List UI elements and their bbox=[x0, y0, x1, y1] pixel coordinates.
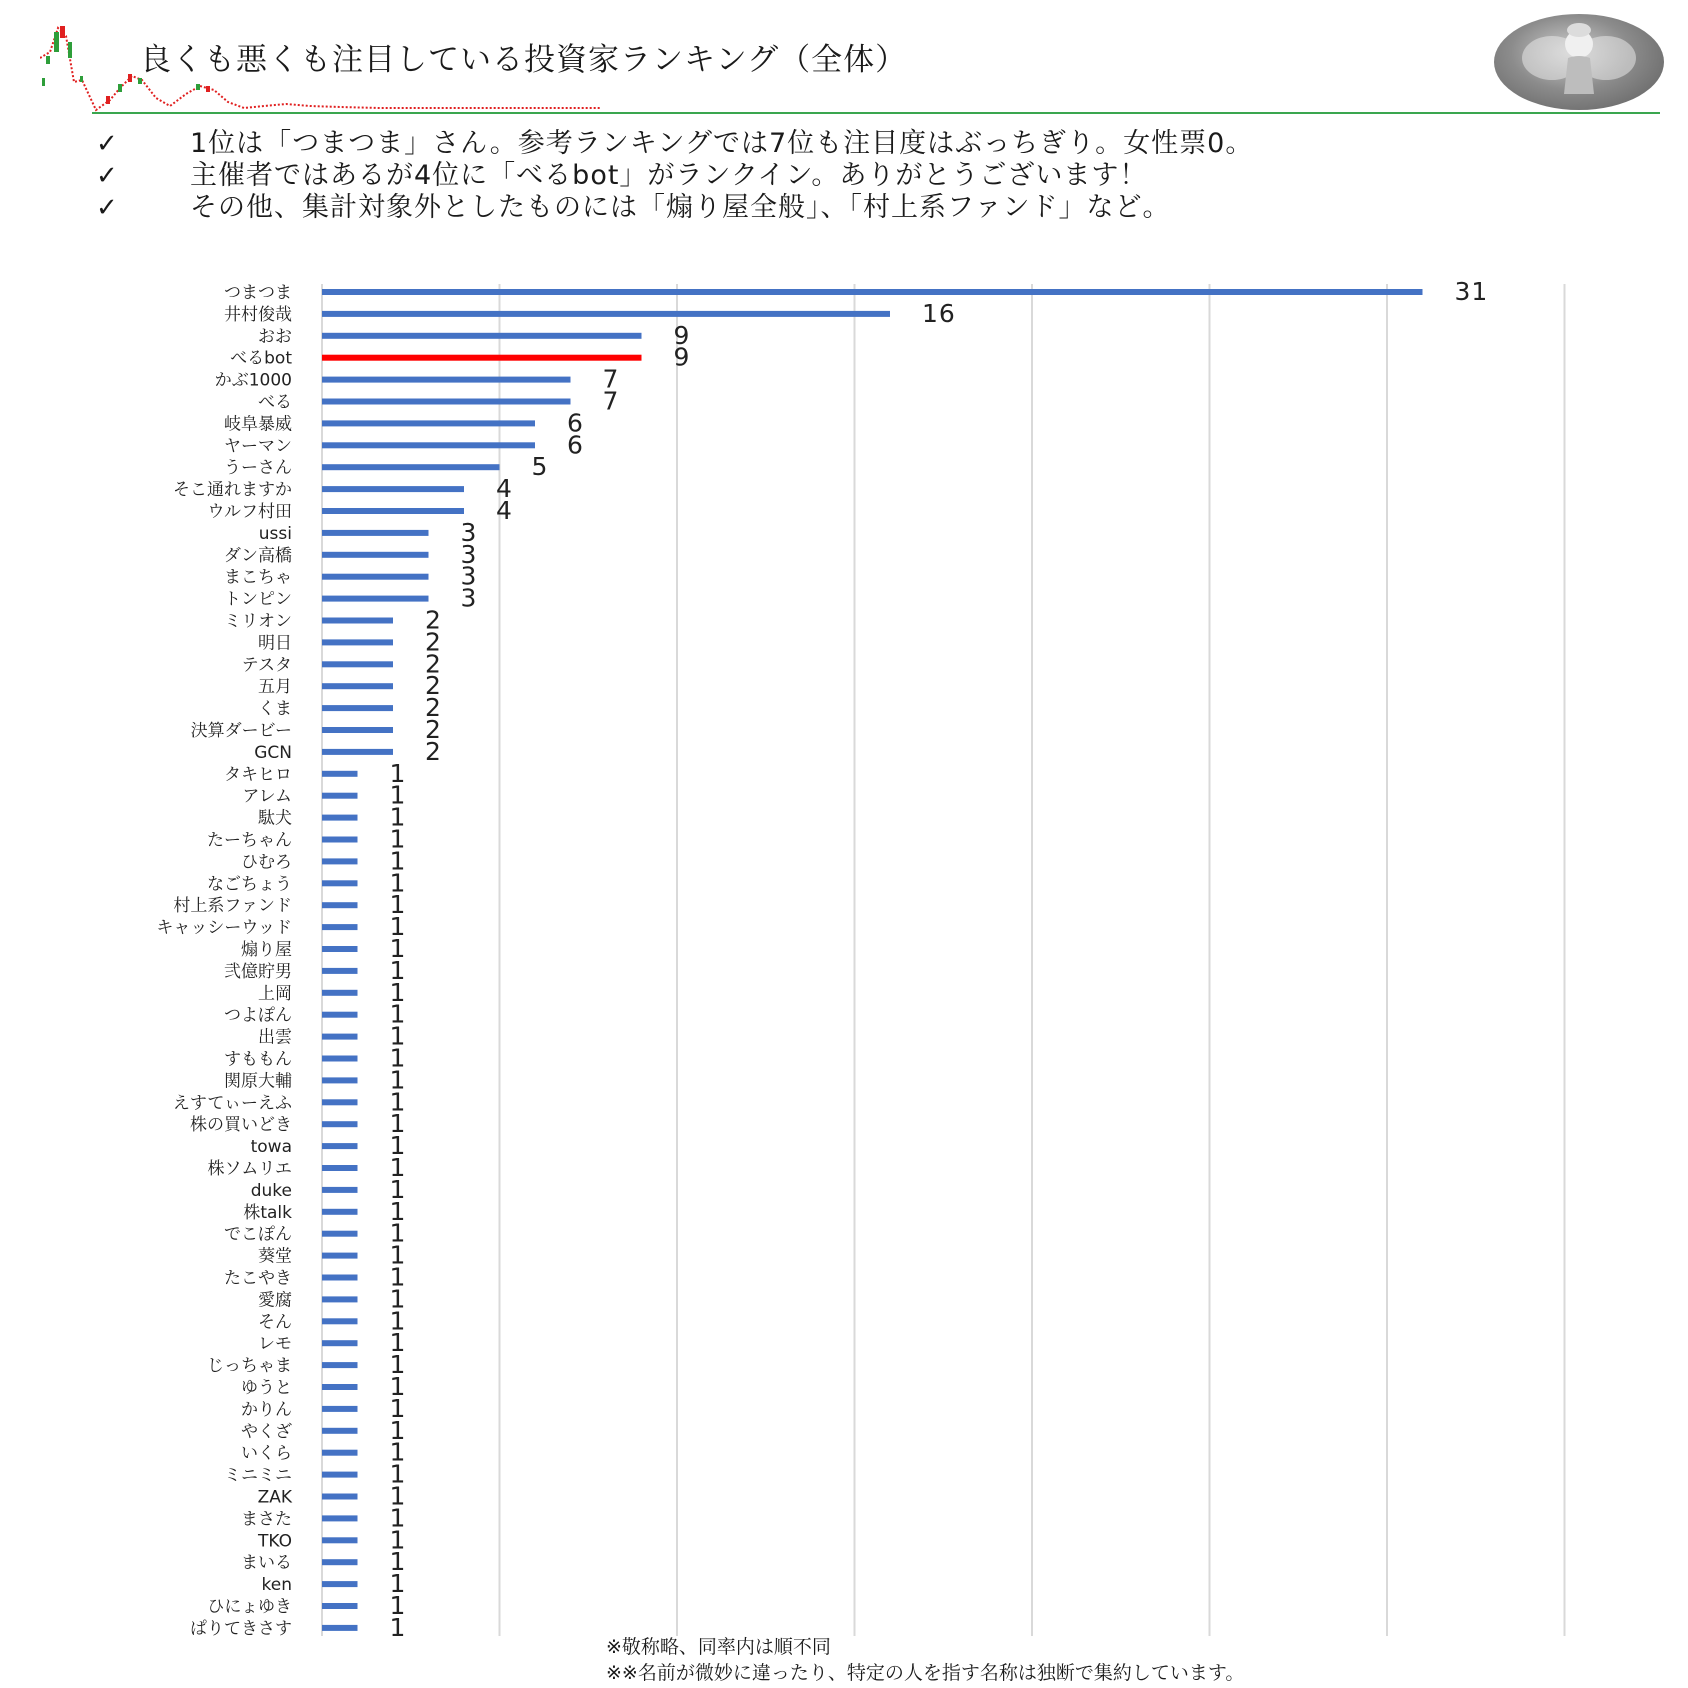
footnote-line: ※敬称略、同率内は順不同 bbox=[606, 1636, 831, 1658]
data-label: 1 bbox=[389, 1087, 407, 1117]
category-label: 関原大輔 bbox=[224, 1071, 292, 1092]
category-label: GCN bbox=[254, 742, 292, 763]
data-label: 1 bbox=[389, 868, 407, 898]
fairy-avatar-icon bbox=[1494, 14, 1664, 110]
category-label: ひにょゆき bbox=[207, 1597, 292, 1617]
data-label: 5 bbox=[531, 452, 549, 482]
category-label: うーさん bbox=[224, 458, 292, 479]
category-label: べる bbox=[258, 392, 292, 413]
data-label: 2 bbox=[425, 627, 442, 657]
data-label: 1 bbox=[389, 824, 407, 854]
header-divider bbox=[92, 112, 1660, 114]
bar bbox=[322, 1559, 358, 1565]
category-label: 出雲 bbox=[258, 1027, 292, 1048]
category-label: ken bbox=[261, 1575, 292, 1596]
category-label: 上岡 bbox=[258, 983, 292, 1004]
category-label: 五月 bbox=[258, 677, 292, 698]
data-label: 1 bbox=[389, 758, 407, 788]
bar bbox=[322, 574, 429, 580]
data-label: 1 bbox=[389, 1591, 407, 1620]
category-label: まさた bbox=[241, 1509, 292, 1530]
bar bbox=[322, 1056, 358, 1062]
category-label: べるbot bbox=[230, 348, 292, 369]
bar bbox=[322, 420, 535, 426]
category-label: テスタ bbox=[241, 655, 292, 676]
data-label: 1 bbox=[389, 846, 407, 876]
data-label: 1 bbox=[389, 999, 407, 1029]
bar bbox=[322, 1581, 358, 1587]
category-label: TKO bbox=[258, 1531, 292, 1552]
bar bbox=[322, 858, 358, 864]
category-label: つまつま bbox=[224, 283, 292, 303]
category-label: ヤーマン bbox=[224, 436, 292, 457]
category-label: 株の買いどき bbox=[190, 1115, 292, 1136]
bar bbox=[322, 486, 464, 492]
data-label: 1 bbox=[389, 1569, 407, 1599]
category-label: タキヒロ bbox=[224, 764, 292, 785]
data-label: 1 bbox=[389, 1174, 407, 1204]
data-label: 2 bbox=[425, 605, 442, 635]
data-label: 1 bbox=[389, 1459, 407, 1489]
bar bbox=[322, 1187, 358, 1193]
bar bbox=[322, 1515, 358, 1521]
category-label: なごちょう bbox=[207, 874, 292, 895]
bar bbox=[322, 880, 358, 886]
category-label: ひむろ bbox=[241, 852, 292, 873]
data-label: 1 bbox=[389, 1350, 407, 1380]
bar bbox=[322, 727, 393, 733]
data-label: 2 bbox=[425, 715, 442, 744]
data-label: 1 bbox=[389, 1109, 407, 1139]
bar bbox=[322, 968, 358, 974]
category-label: キャッシーウッド bbox=[156, 918, 292, 939]
data-label: 1 bbox=[389, 1481, 407, 1511]
bar bbox=[322, 1296, 358, 1302]
data-label: 7 bbox=[602, 364, 620, 394]
category-label: おお bbox=[258, 326, 292, 347]
bar bbox=[322, 289, 1423, 295]
data-label: 3 bbox=[460, 517, 478, 547]
check-icon: ✓ bbox=[96, 161, 118, 191]
data-label: 7 bbox=[602, 386, 620, 416]
category-label: 煽り屋 bbox=[241, 940, 292, 960]
category-label: 岐阜暴威 bbox=[224, 414, 292, 435]
bar bbox=[322, 618, 393, 624]
data-label: 3 bbox=[460, 561, 478, 591]
data-label: 16 bbox=[922, 298, 956, 328]
category-label: ZAK bbox=[257, 1487, 292, 1508]
bar bbox=[322, 442, 535, 448]
bar bbox=[322, 508, 464, 514]
category-label: 村上系ファンド bbox=[173, 896, 292, 917]
category-label: でこぽん bbox=[224, 1224, 292, 1245]
bar bbox=[322, 1318, 358, 1324]
data-label: 1 bbox=[389, 890, 407, 920]
bar bbox=[322, 1143, 358, 1149]
data-label: 1 bbox=[389, 1415, 407, 1445]
data-label: 1 bbox=[389, 1131, 407, 1161]
bar bbox=[322, 1275, 358, 1281]
category-label: ウルフ村田 bbox=[207, 502, 292, 522]
data-label: 4 bbox=[496, 474, 513, 504]
data-label: 1 bbox=[389, 1021, 407, 1051]
category-label: やくざ bbox=[241, 1421, 292, 1442]
data-label: 3 bbox=[460, 583, 478, 613]
bar bbox=[322, 1472, 358, 1478]
category-label: くま bbox=[258, 699, 292, 720]
bar bbox=[322, 661, 393, 667]
category-label: 愛腐 bbox=[258, 1290, 292, 1311]
data-label: 1 bbox=[389, 1547, 407, 1577]
bullet-text: 主催者ではあるが4位に「べるbot」がランクイン。ありがとうございます！ bbox=[190, 160, 1148, 191]
data-label: 1 bbox=[389, 955, 407, 985]
bar bbox=[322, 399, 571, 405]
bar bbox=[322, 1340, 358, 1346]
category-label: 決算ダービー bbox=[190, 721, 292, 741]
page-title: 良くも悪くも注目している投資家ランキング（全体） bbox=[140, 42, 908, 78]
bar bbox=[322, 705, 393, 711]
data-label: 4 bbox=[496, 496, 513, 525]
category-label: まいる bbox=[241, 1553, 292, 1574]
bar bbox=[322, 793, 358, 799]
ranking-bar-chart bbox=[0, 270, 1688, 1636]
bar bbox=[322, 333, 642, 339]
category-label: ゆうと bbox=[241, 1378, 292, 1398]
bar bbox=[322, 1428, 358, 1434]
category-label: かりん bbox=[241, 1399, 292, 1420]
data-label: 2 bbox=[425, 649, 442, 679]
footnotes bbox=[606, 1634, 1244, 1686]
bar bbox=[322, 815, 358, 821]
data-label: 1 bbox=[389, 1306, 407, 1336]
bar bbox=[322, 924, 358, 930]
category-label: つよぽん bbox=[224, 1005, 292, 1026]
data-label: 1 bbox=[389, 1284, 407, 1314]
category-label: 株talk bbox=[243, 1202, 292, 1223]
category-label: かぶ1000 bbox=[214, 370, 292, 391]
data-label: 2 bbox=[425, 693, 442, 723]
data-label: 9 bbox=[673, 342, 691, 372]
data-label: 1 bbox=[389, 1372, 407, 1401]
data-label: 1 bbox=[389, 977, 407, 1007]
data-label: 1 bbox=[389, 1065, 407, 1095]
category-label: ぱりてきさす bbox=[190, 1618, 292, 1636]
category-label: いくら bbox=[241, 1443, 292, 1464]
data-label: 1 bbox=[389, 1612, 407, 1636]
bar bbox=[322, 530, 429, 536]
category-label: アレム bbox=[242, 786, 292, 807]
category-label: えすてぃーえふ bbox=[172, 1093, 292, 1114]
data-label: 1 bbox=[389, 1393, 407, 1423]
category-label: 弐億貯男 bbox=[224, 961, 292, 982]
category-label: そこ通れますか bbox=[173, 480, 292, 501]
data-label: 2 bbox=[425, 736, 442, 766]
data-label: 1 bbox=[389, 1196, 407, 1226]
data-label: 9 bbox=[673, 320, 691, 350]
bar bbox=[322, 1603, 358, 1609]
data-label: 2 bbox=[425, 671, 442, 701]
bar bbox=[322, 1362, 358, 1368]
category-label: じっちゃま bbox=[207, 1356, 292, 1377]
data-label: 1 bbox=[389, 1525, 407, 1555]
category-label: そん bbox=[258, 1312, 292, 1333]
data-label: 1 bbox=[389, 780, 407, 810]
bar bbox=[322, 1231, 358, 1237]
bar bbox=[322, 1384, 358, 1390]
data-label: 1 bbox=[389, 1503, 407, 1533]
category-label: 駄犬 bbox=[258, 808, 292, 829]
bar bbox=[322, 1034, 358, 1040]
bar bbox=[322, 1625, 358, 1631]
data-label: 1 bbox=[389, 1437, 407, 1467]
data-label: 1 bbox=[389, 1328, 407, 1358]
bar bbox=[322, 1077, 358, 1083]
category-label: duke bbox=[250, 1180, 292, 1201]
category-label: towa bbox=[250, 1137, 292, 1158]
data-label: 6 bbox=[567, 430, 584, 460]
bar bbox=[322, 1537, 358, 1543]
category-label: ussi bbox=[258, 523, 292, 544]
data-label: 3 bbox=[460, 539, 478, 569]
bar bbox=[322, 1012, 358, 1018]
category-label: すももん bbox=[224, 1049, 292, 1070]
bar bbox=[322, 1121, 358, 1127]
bar bbox=[322, 1253, 358, 1259]
bar bbox=[322, 355, 642, 361]
bar bbox=[322, 1450, 358, 1456]
check-icon: ✓ bbox=[96, 193, 118, 223]
bar bbox=[322, 837, 358, 843]
data-label: 1 bbox=[389, 1218, 407, 1248]
category-label: ダン高橋 bbox=[223, 545, 292, 566]
footnote-line: ※※名前が微妙に違ったり、特定の人を指す名称は独断で集約しています。 bbox=[606, 1662, 1245, 1684]
bar bbox=[322, 1165, 358, 1171]
category-label: 株ソムリエ bbox=[207, 1159, 292, 1179]
bar bbox=[322, 596, 429, 602]
category-label: たこやき bbox=[224, 1268, 292, 1289]
bar bbox=[322, 771, 358, 777]
data-label: 6 bbox=[567, 408, 584, 438]
bullet-text: その他、集計対象外としたものには「煽り屋全般」、「村上系ファンド」など。 bbox=[190, 192, 1171, 223]
bar bbox=[322, 1406, 358, 1412]
bar bbox=[322, 1099, 358, 1105]
data-label: 1 bbox=[389, 1043, 407, 1073]
bar bbox=[322, 902, 358, 908]
data-label: 1 bbox=[389, 912, 407, 942]
bar bbox=[322, 749, 393, 755]
category-label: トンピン bbox=[224, 589, 292, 610]
bar bbox=[322, 1494, 358, 1500]
bar bbox=[322, 683, 393, 689]
data-label: 1 bbox=[389, 1240, 407, 1270]
bar bbox=[322, 946, 358, 952]
category-label: たーちゃん bbox=[207, 830, 292, 851]
bar bbox=[322, 311, 890, 317]
category-label: ミリオン bbox=[224, 611, 292, 632]
category-label: 井村俊哉 bbox=[224, 304, 292, 325]
bar bbox=[322, 990, 358, 996]
category-label: 明日 bbox=[258, 633, 292, 654]
data-label: 1 bbox=[389, 802, 407, 832]
check-icon: ✓ bbox=[96, 129, 118, 159]
bar bbox=[322, 464, 500, 470]
data-label: 1 bbox=[389, 934, 407, 963]
data-label: 1 bbox=[389, 1262, 407, 1292]
data-label: 31 bbox=[1454, 277, 1489, 306]
bar bbox=[322, 552, 429, 558]
bar bbox=[322, 377, 571, 383]
bar bbox=[322, 639, 393, 645]
data-label: 1 bbox=[389, 1153, 407, 1182]
category-label: まこちゃ bbox=[224, 567, 292, 588]
category-label: ミニミニ bbox=[224, 1465, 292, 1486]
bar bbox=[322, 1209, 358, 1215]
category-label: レモ bbox=[258, 1334, 292, 1355]
category-label: 葵堂 bbox=[258, 1246, 292, 1267]
bullet-text: 1位は「つまつま」さん。参考ランキングでは7位も注目度はぶっちぎり。女性票0。 bbox=[190, 128, 1254, 159]
